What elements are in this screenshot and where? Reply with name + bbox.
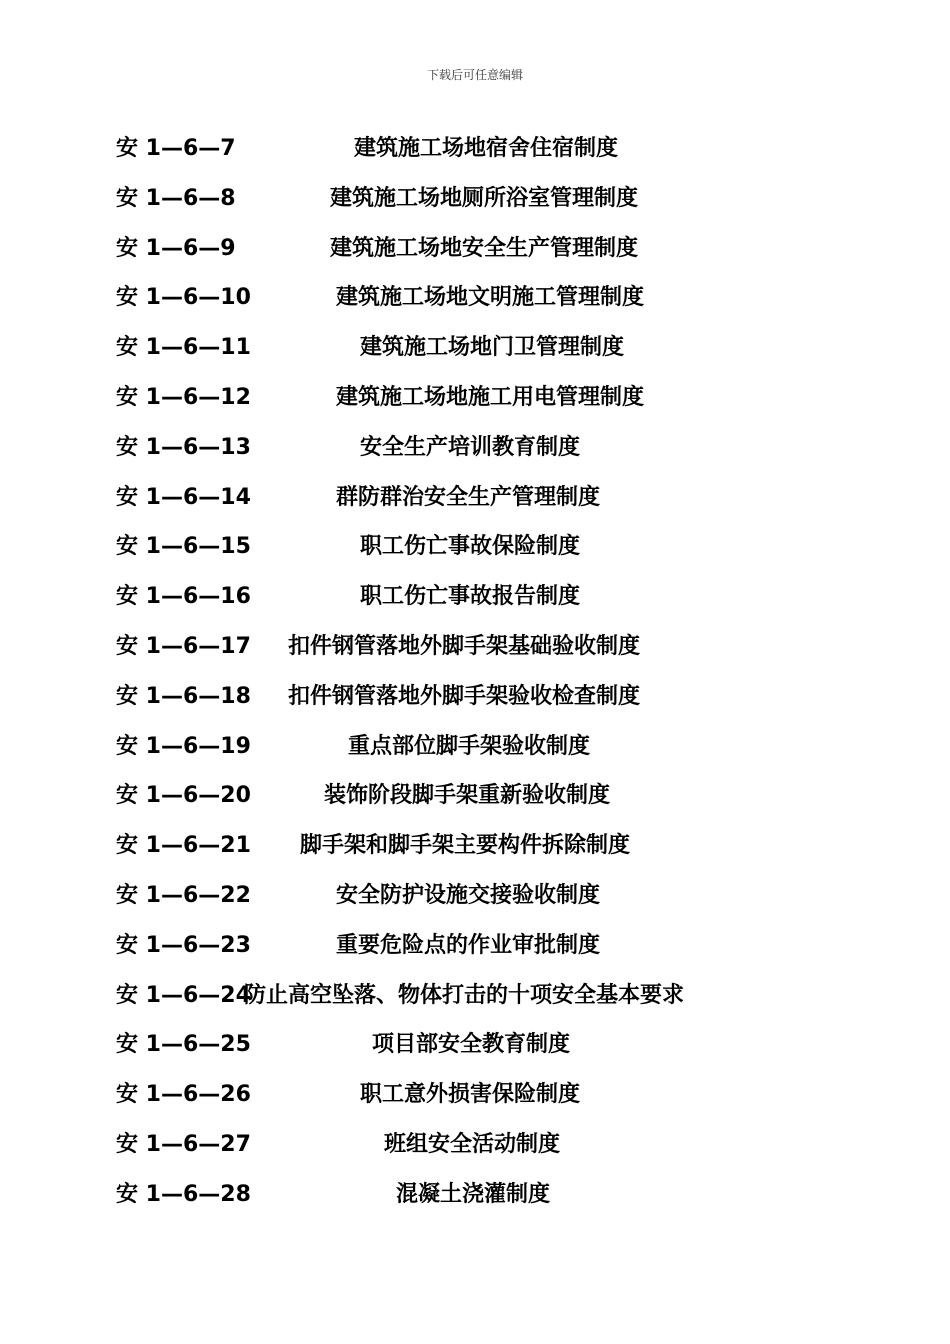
- list-item: [116, 1178, 816, 1228]
- list-item: [116, 132, 816, 182]
- item-code: 安 1—6—11: [116, 335, 251, 361]
- document-list: [116, 132, 816, 1228]
- item-code: 安 1—6—8: [116, 185, 236, 211]
- item-code: 安 1—6—15: [116, 534, 251, 560]
- list-item: [116, 182, 816, 232]
- list-item: [116, 779, 816, 829]
- list-item: [116, 481, 816, 531]
- item-title: 职工伤亡事故保险制度: [360, 534, 581, 560]
- item-title: 重要危险点的作业审批制度: [336, 932, 601, 958]
- item-code: 安 1—6—26: [116, 1082, 251, 1108]
- item-code: 安 1—6—18: [116, 683, 251, 709]
- item-title: 防止高空坠落、物体打击的十项安全基本要求: [244, 982, 685, 1008]
- item-code: 安 1—6—28: [116, 1181, 251, 1207]
- item-code: 安 1—6—24: [116, 982, 251, 1008]
- list-item: [116, 879, 816, 929]
- item-code: 安 1—6—13: [116, 434, 251, 460]
- item-code: 安 1—6—10: [116, 285, 251, 311]
- item-code: 安 1—6—21: [116, 833, 251, 859]
- list-item: [116, 730, 816, 780]
- item-code: 安 1—6—22: [116, 882, 251, 908]
- list-item: [116, 281, 816, 331]
- list-item: [116, 929, 816, 979]
- item-title: 建筑施工场地厕所浴室管理制度: [330, 185, 639, 211]
- item-code: 安 1—6—14: [116, 484, 251, 510]
- item-code: 安 1—6—19: [116, 733, 251, 759]
- item-code: 安 1—6—25: [116, 1032, 251, 1058]
- item-title: 脚手架和脚手架主要构件拆除制度: [300, 833, 631, 859]
- item-title: 安全生产培训教育制度: [360, 434, 581, 460]
- item-code: 安 1—6—16: [116, 584, 251, 610]
- item-title: 安全防护设施交接验收制度: [336, 882, 601, 908]
- item-code: 安 1—6—12: [116, 384, 251, 410]
- item-code: 安 1—6—17: [116, 633, 251, 659]
- item-title: 职工意外损害保险制度: [360, 1082, 581, 1108]
- list-item: [116, 1028, 816, 1078]
- item-title: 重点部位脚手架验收制度: [348, 733, 591, 759]
- item-title: 建筑施工场地施工用电管理制度: [336, 384, 645, 410]
- list-item: [116, 381, 816, 431]
- item-title: 扣件钢管落地外脚手架基础验收制度: [288, 633, 641, 659]
- item-title: 扣件钢管落地外脚手架验收检查制度: [288, 683, 641, 709]
- item-title: 群防群治安全生产管理制度: [336, 484, 601, 510]
- item-title: 建筑施工场地安全生产管理制度: [330, 235, 639, 261]
- item-title: 混凝土浇灌制度: [396, 1181, 551, 1207]
- item-title: 建筑施工场地文明施工管理制度: [336, 285, 645, 311]
- list-item: [116, 829, 816, 879]
- list-item: [116, 232, 816, 282]
- item-title: 班组安全活动制度: [384, 1131, 561, 1157]
- list-item: [116, 630, 816, 680]
- item-title: 项目部安全教育制度: [372, 1032, 571, 1058]
- item-title: 装饰阶段脚手架重新验收制度: [324, 783, 611, 809]
- list-item: [116, 1128, 816, 1178]
- item-code: 安 1—6—9: [116, 235, 236, 261]
- item-title: 职工伤亡事故报告制度: [360, 584, 581, 610]
- item-title: 建筑施工场地门卫管理制度: [360, 335, 625, 361]
- list-item: [116, 431, 816, 481]
- list-item: [116, 979, 816, 1029]
- list-item: [116, 331, 816, 381]
- item-code: 安 1—6—27: [116, 1131, 251, 1157]
- item-code: 安 1—6—7: [116, 136, 236, 161]
- list-item: [116, 580, 816, 630]
- item-title: 建筑施工场地宿舍住宿制度: [354, 136, 619, 161]
- list-item: [116, 1078, 816, 1128]
- page-header: 下载后可任意编辑: [426, 68, 523, 82]
- list-item: [116, 530, 816, 580]
- item-code: 安 1—6—20: [116, 783, 251, 809]
- list-item: [116, 680, 816, 730]
- item-code: 安 1—6—23: [116, 932, 251, 958]
